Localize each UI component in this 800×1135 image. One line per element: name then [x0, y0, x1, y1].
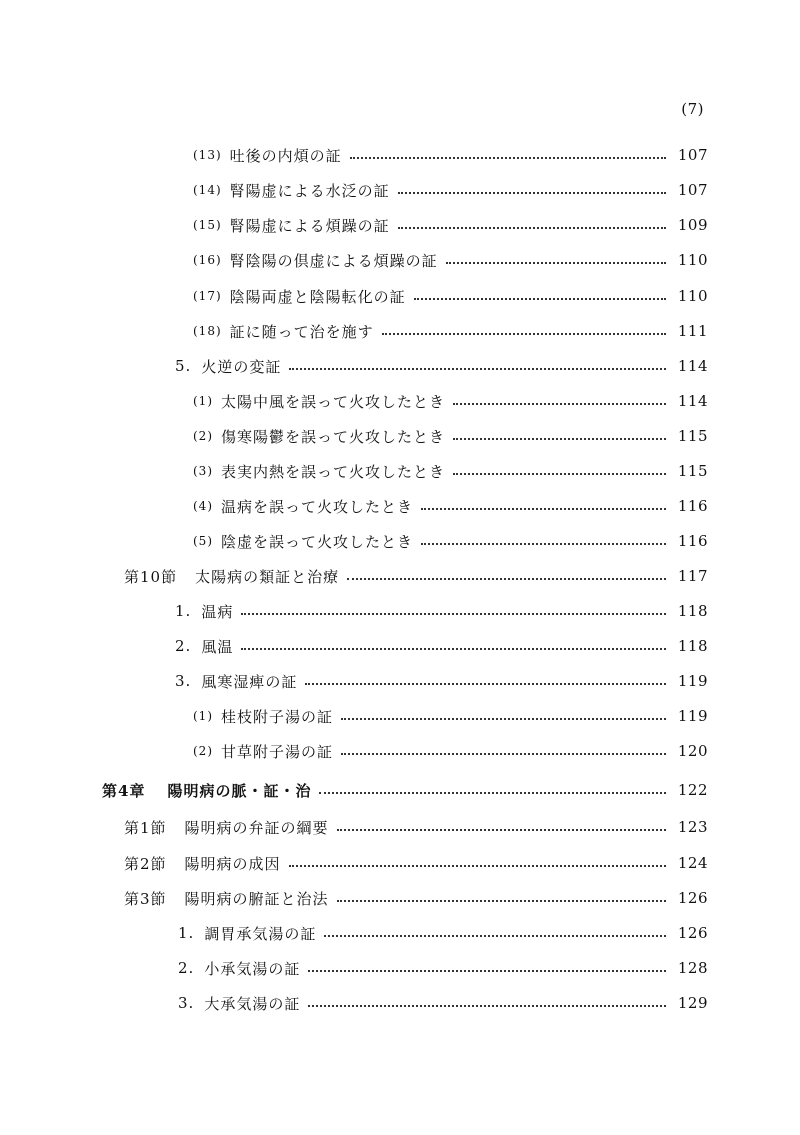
toc-entry[interactable]: [175, 354, 708, 378]
page-number: (7): [681, 100, 704, 118]
page-ref: 114: [677, 357, 708, 375]
page-ref: 122: [677, 781, 708, 799]
entry-marker: 第3節: [124, 889, 167, 908]
dot-leader: [446, 262, 666, 264]
entry-marker: (13): [193, 148, 222, 162]
page-ref: 118: [677, 637, 708, 655]
entry-title: 吐後の内煩の証: [229, 146, 342, 165]
entry-marker: (5): [193, 534, 213, 548]
dot-leader: [453, 403, 666, 405]
dot-leader: [319, 792, 666, 794]
dot-leader: [398, 227, 666, 229]
toc-entry[interactable]: [175, 634, 708, 658]
toc-entry[interactable]: [193, 704, 708, 728]
page-ref: 114: [677, 392, 708, 410]
dot-leader: [398, 192, 666, 194]
entry-title: 表実内熱を誤って火攻したとき: [221, 462, 446, 481]
entry-marker: 2.: [175, 637, 192, 655]
entry-marker: (15): [193, 218, 222, 232]
toc-entry[interactable]: [124, 815, 708, 839]
toc-entry[interactable]: [193, 459, 708, 483]
entry-marker: 第2節: [124, 854, 167, 873]
entry-title: 温病を誤って火攻したとき: [221, 497, 414, 516]
page-ref: 119: [677, 672, 708, 690]
entry-marker: 1.: [175, 602, 192, 620]
dot-leader: [337, 829, 666, 831]
entry-title: 太陽病の類証と治療: [195, 567, 340, 586]
dot-leader: [289, 368, 666, 370]
dot-leader: [414, 298, 666, 300]
dot-leader: [382, 333, 666, 335]
entry-marker: (3): [193, 464, 213, 478]
entry-marker: (17): [193, 289, 222, 303]
entry-title: 火逆の変証: [201, 357, 282, 376]
dot-leader: [324, 935, 666, 937]
entry-marker: (2): [193, 429, 213, 443]
dot-leader: [337, 900, 666, 902]
entry-marker: 3.: [175, 672, 192, 690]
dot-leader: [308, 970, 666, 972]
entry-marker: (1): [193, 394, 213, 408]
toc-entry[interactable]: [193, 424, 708, 448]
entry-marker: 第1節: [124, 818, 167, 837]
entry-title: 温病: [201, 602, 234, 621]
page-ref: 120: [677, 742, 708, 760]
page-ref: 111: [677, 322, 708, 340]
toc-entry[interactable]: [124, 851, 708, 875]
dot-leader: [453, 473, 666, 475]
entry-title: 甘草附子湯の証: [221, 742, 334, 761]
entry-marker: (2): [193, 744, 213, 758]
dot-leader: [350, 157, 666, 159]
dot-leader: [347, 578, 666, 580]
page-ref: 123: [677, 818, 708, 836]
dot-leader: [308, 1005, 666, 1007]
page-ref: 110: [677, 287, 708, 305]
entry-title: 風温: [201, 637, 234, 656]
page-ref: 116: [677, 532, 708, 550]
entry-marker: 3.: [178, 994, 195, 1012]
dot-leader: [241, 648, 666, 650]
toc-entry[interactable]: [193, 529, 708, 553]
page-ref: 129: [677, 994, 708, 1012]
entry-marker: (18): [193, 324, 222, 338]
page-ref: 109: [677, 216, 708, 234]
entry-marker: 第4章: [102, 781, 146, 800]
entry-title: 陰虚を誤って火攻したとき: [221, 532, 414, 551]
toc-entry[interactable]: [193, 248, 708, 272]
toc-entry[interactable]: [193, 178, 708, 202]
entry-marker: (16): [193, 253, 222, 267]
page-ref: 107: [677, 146, 708, 164]
entry-title: 陽明病の腑証と治法: [184, 889, 329, 908]
entry-title: 風寒湿痺の証: [201, 672, 298, 691]
entry-title: 腎陽虚による煩躁の証: [229, 216, 390, 235]
entry-title: 腎陰陽の倶虚による煩躁の証: [229, 251, 438, 270]
toc-chapter-entry[interactable]: [102, 778, 708, 802]
entry-marker: 1.: [178, 924, 195, 942]
toc-entry[interactable]: [193, 389, 708, 413]
entry-title: 陽明病の成因: [184, 854, 281, 873]
page-ref: 124: [677, 854, 708, 872]
page-ref: 110: [677, 251, 708, 269]
dot-leader: [453, 438, 666, 440]
dot-leader: [421, 508, 666, 510]
page-ref: 126: [677, 889, 708, 907]
toc-entry[interactable]: [178, 991, 708, 1015]
toc-entry[interactable]: [175, 599, 708, 623]
entry-title: 桂枝附子湯の証: [221, 707, 334, 726]
toc-entry[interactable]: [178, 921, 708, 945]
toc-entry[interactable]: [175, 669, 708, 693]
page-ref: 128: [677, 959, 708, 977]
page-ref: 117: [677, 567, 708, 585]
entry-title: 太陽中風を誤って火攻したとき: [221, 392, 446, 411]
toc-entry[interactable]: [124, 564, 708, 588]
dot-leader: [341, 753, 666, 755]
entry-title: 小承気湯の証: [204, 959, 301, 978]
page-ref: 115: [677, 462, 708, 480]
page-ref: 107: [677, 181, 708, 199]
entry-title: 腎陽虚による水泛の証: [229, 181, 390, 200]
dot-leader: [289, 865, 666, 867]
toc-entry[interactable]: [193, 739, 708, 763]
page-ref: 115: [677, 427, 708, 445]
entry-title: 大承気湯の証: [204, 994, 301, 1013]
dot-leader: [421, 543, 666, 545]
page-ref: 126: [677, 924, 708, 942]
toc-entry[interactable]: [193, 284, 708, 308]
entry-title: 証に随って治を施す: [229, 322, 374, 341]
toc-entry[interactable]: [193, 143, 708, 167]
entry-marker: 2.: [178, 959, 195, 977]
entry-title: 陽明病の弁証の綱要: [184, 818, 329, 837]
page-ref: 118: [677, 602, 708, 620]
dot-leader: [241, 613, 666, 615]
page-ref: 116: [677, 497, 708, 515]
dot-leader: [341, 718, 666, 720]
entry-marker: (4): [193, 499, 213, 513]
dot-leader: [305, 683, 666, 685]
toc-entry[interactable]: [124, 886, 708, 910]
toc-entry[interactable]: [193, 319, 708, 343]
entry-marker: (14): [193, 183, 222, 197]
toc-entry[interactable]: [193, 213, 708, 237]
page-ref: 119: [677, 707, 708, 725]
toc-entry[interactable]: [178, 956, 708, 980]
entry-marker: 5.: [175, 357, 192, 375]
toc-entry[interactable]: [193, 494, 708, 518]
entry-title: 陽明病の脈・証・治: [167, 781, 312, 800]
entry-title: 陰陽両虚と陰陽転化の証: [229, 287, 406, 306]
entry-marker: (1): [193, 709, 213, 723]
entry-marker: 第10節: [124, 567, 178, 586]
entry-title: 傷寒陽鬱を誤って火攻したとき: [221, 427, 446, 446]
entry-title: 調胃承気湯の証: [204, 924, 317, 943]
